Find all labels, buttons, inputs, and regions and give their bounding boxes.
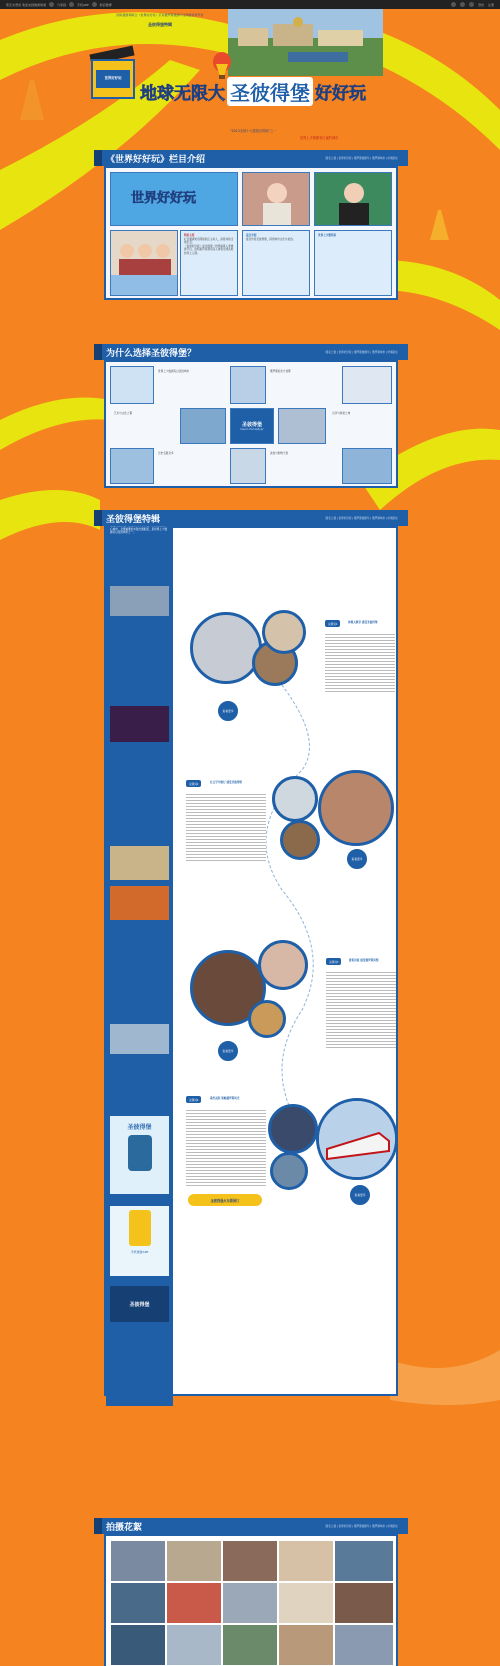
- gallery-panel: [104, 1534, 398, 1666]
- section4-nav[interactable]: 国家之窗 | 世界好好玩 | 俄罗斯旅游年 | 俄罗斯城市 | 吃喝玩乐: [325, 1525, 398, 1528]
- feature-3-circle-top[interactable]: [258, 940, 308, 990]
- s2-center-sub: Санкт-Петербург: [240, 428, 264, 431]
- section2-panel: [104, 360, 398, 488]
- app-link[interactable]: 手机APP: [76, 2, 89, 7]
- section1-star-photo-2[interactable]: [314, 172, 392, 226]
- feature-4-circle-bottom[interactable]: [270, 1152, 308, 1190]
- share-icon[interactable]: [49, 2, 54, 7]
- slogan-left: 地球无限大: [140, 83, 225, 103]
- share-label[interactable]: 分享到: [56, 2, 66, 7]
- header-city-photo: [228, 8, 383, 76]
- gallery-photo-7[interactable]: [166, 1582, 222, 1624]
- side-photo-5[interactable]: [110, 1024, 169, 1054]
- slogan-right: 好好玩: [315, 83, 366, 103]
- gallery-photo-13[interactable]: [222, 1624, 278, 1666]
- gallery-photo-14[interactable]: [278, 1624, 334, 1666]
- side-app-ad[interactable]: [110, 1206, 169, 1276]
- feature-1-body: [325, 632, 395, 692]
- feature-2-circle-bottom[interactable]: [280, 820, 320, 860]
- s2-cell-5-text: 历史名胜众多: [158, 452, 174, 455]
- gallery-photo-5[interactable]: [334, 1540, 394, 1582]
- feature-2-caption[interactable]: 查看更多: [346, 848, 368, 870]
- register-link[interactable]: 注册: [487, 2, 494, 7]
- city-skyline-image: [228, 8, 383, 76]
- section1-panel: [104, 166, 398, 300]
- train-ticket-button[interactable]: [188, 1194, 262, 1206]
- feature-1-title: 参观大教堂 感受圣彼得堡: [348, 621, 378, 624]
- s2-cell-7[interactable]: [230, 448, 266, 484]
- top-bar-text: 您还未登录 欢迎来到旅游频道: [6, 2, 46, 7]
- card-1-name: 明星主持: [184, 234, 195, 237]
- social-icon-3[interactable]: [469, 2, 474, 7]
- section1-card-3: [314, 230, 392, 296]
- s2-cell-1[interactable]: [110, 366, 154, 404]
- feature-4-title: 乘坐高铁 领略俄罗斯风光: [210, 1097, 240, 1100]
- badge-line-2: 世界上少数拥有白夜的城市: [300, 136, 339, 140]
- badge-line-1: “2013全球十大旅游目的地”之一: [230, 129, 277, 133]
- side-ad-1[interactable]: [110, 1116, 169, 1194]
- side-ad2-title: 圣彼得堡: [129, 1301, 150, 1308]
- section1-card-1: [180, 230, 238, 296]
- gallery-photo-1[interactable]: [110, 1540, 166, 1582]
- section4-title: 拍摄花絮: [106, 1521, 143, 1532]
- feature-4-body: [186, 1108, 266, 1188]
- s2-cell-5[interactable]: [278, 408, 326, 444]
- s2-cell-3[interactable]: [342, 366, 392, 404]
- feature-4-tag: 关键词4: [186, 1096, 201, 1103]
- gallery-photo-6[interactable]: [110, 1582, 166, 1624]
- feature-1-caption[interactable]: 查看更多: [217, 700, 239, 722]
- s2-cell-6[interactable]: [110, 448, 154, 484]
- slogan-mid: 圣彼得堡: [227, 77, 313, 106]
- feature-4-circle-left[interactable]: [268, 1104, 318, 1154]
- card-3-name: 世界上少数明星: [318, 234, 337, 237]
- feature-3-caption[interactable]: 查看更多: [217, 1040, 239, 1062]
- s2-cell-4-text: 运河与桥梁之城: [332, 412, 351, 415]
- header-notch: [94, 1518, 102, 1534]
- card-2-name: 嘉宾介绍: [246, 234, 257, 237]
- gallery-photo-2[interactable]: [166, 1540, 222, 1582]
- feature-3-title: 游览河流 感受俄罗斯风情: [349, 959, 379, 962]
- section1-star-photo-1[interactable]: [242, 172, 310, 226]
- s2-cell-1-text: 世界上少数拥有白夜的城市: [158, 370, 190, 373]
- top-bar: [0, 0, 500, 9]
- feature-3-tag: 关键词3: [326, 958, 341, 965]
- feature-1-circle-large[interactable]: [190, 612, 262, 684]
- s2-cell-6-text: 美食与购物天堂: [270, 452, 289, 455]
- feature-1-circle-top[interactable]: [262, 610, 306, 654]
- section3-nav[interactable]: 国家之窗 | 世界好好玩 | 俄罗斯旅游年 | 俄罗斯城市 | 吃喝玩乐: [325, 517, 398, 520]
- section2-title: 为什么选择圣彼得堡？: [106, 347, 197, 358]
- s2-cell-8[interactable]: [342, 448, 392, 484]
- route-dashed-line: [182, 610, 396, 1170]
- social-icon-2[interactable]: [460, 2, 465, 7]
- feature-2-tag: 关键词2: [186, 780, 201, 787]
- login-link[interactable]: 登录: [477, 2, 484, 7]
- section1-nav[interactable]: 国家之窗 | 世界好好玩 | 俄罗斯旅游年 | 俄罗斯城市 | 吃喝玩乐: [325, 157, 398, 160]
- social-icon-1[interactable]: [451, 2, 456, 7]
- side-column: [106, 516, 173, 1406]
- s2-cell-2[interactable]: [230, 366, 266, 404]
- section1-card-photos[interactable]: [110, 230, 178, 296]
- s2-cell-3-text: 艺术与文化之都: [114, 412, 133, 415]
- section2-header: [94, 344, 408, 360]
- section1-hero[interactable]: [110, 172, 238, 226]
- side-photo-3[interactable]: [110, 846, 169, 880]
- feature-2-body: [186, 792, 266, 862]
- section1-card-2: [242, 230, 310, 296]
- feature-1-tag: 关键词1: [325, 620, 340, 627]
- gallery-photo-8[interactable]: [222, 1582, 278, 1624]
- feature-3-body: [326, 970, 396, 1050]
- feature-3-circle-small[interactable]: [248, 1000, 286, 1038]
- gallery-photo-10[interactable]: [334, 1582, 394, 1624]
- section1-header: [94, 150, 408, 166]
- gallery-photo-12[interactable]: [166, 1624, 222, 1666]
- feature-2-circle-large[interactable]: [318, 770, 394, 846]
- s2-center-label: 圣彼得堡: [241, 422, 262, 428]
- gallery-photo-9[interactable]: [278, 1582, 334, 1624]
- phone-image: [129, 1210, 151, 1246]
- section3-title: 圣彼得堡特辑: [106, 513, 161, 524]
- card-2-text: 嘉宾作客圣彼得堡，探索城市文化与美食。: [246, 237, 296, 241]
- gallery-photo-15[interactable]: [334, 1624, 394, 1666]
- phone-icon[interactable]: [69, 2, 74, 7]
- header-notch: [94, 344, 102, 360]
- train-ticket-label: 圣彼得堡火车票预订: [210, 1198, 240, 1203]
- header-sub-brand: 圣彼得堡特辑: [148, 22, 172, 27]
- section4-header: [94, 1518, 408, 1534]
- hero-title: 世界好好玩: [131, 190, 197, 205]
- header-notch: [94, 150, 102, 166]
- feature-2-circle-small[interactable]: [272, 776, 318, 822]
- side-ad-sub: 手机旅游APP: [130, 1250, 149, 1254]
- section1-intro: 《世界好好玩》是中国第一档明星真人秀旅游节目，由明星带领观众深入体验全球各地的风土人情。: [184, 244, 234, 255]
- slogan-banner: [140, 76, 390, 106]
- side-photo-4[interactable]: [110, 886, 169, 920]
- s2-cell-4[interactable]: [180, 408, 226, 444]
- gallery-photo-11[interactable]: [110, 1624, 166, 1666]
- train-image: [319, 1101, 395, 1177]
- side-photo-1[interactable]: [110, 586, 169, 616]
- s2-center[interactable]: [230, 408, 274, 444]
- section1-title: 《世界好好玩》栏目介绍: [106, 153, 206, 164]
- side-text: 心城市，全俄重要的水陆交通枢纽，是世界上少数拥有白夜的城市之一。: [110, 527, 168, 535]
- logo-text: 世界好好玩: [104, 76, 122, 80]
- card-1-text: 栏目邀请知名明星担任主持人，深度体验当地生活。: [184, 237, 234, 245]
- s2-cell-2-text: 俄罗斯的北方首都: [270, 370, 291, 373]
- section3-header: [94, 510, 408, 526]
- side-ad-2[interactable]: [110, 1286, 169, 1322]
- header-notch: [94, 510, 102, 526]
- side-photo-2[interactable]: [110, 706, 169, 742]
- weibo-link[interactable]: 新浪微博: [99, 2, 112, 7]
- feature-4-circle-large[interactable]: [316, 1098, 398, 1180]
- feature-4-caption[interactable]: 查看更多: [349, 1184, 371, 1206]
- clapboard-logo[interactable]: [86, 42, 138, 102]
- feature-2-title: 在文学中旅行 感受圣彼得堡: [210, 781, 243, 784]
- side-ad-title: 圣彼得堡: [127, 1124, 152, 1131]
- statue-image: [128, 1135, 152, 1171]
- header-breadcrumb[interactable]: 国家旅游局联合《世界好好玩》打造俄罗斯旅游中文网络宣传平台: [116, 13, 204, 17]
- gallery-photo-4[interactable]: [278, 1540, 334, 1582]
- gallery-photo-3[interactable]: [222, 1540, 278, 1582]
- weibo-icon[interactable]: [92, 2, 97, 7]
- section2-nav[interactable]: 国家之窗 | 世界好好玩 | 俄罗斯旅游年 | 俄罗斯城市 | 吃喝玩乐: [325, 351, 398, 354]
